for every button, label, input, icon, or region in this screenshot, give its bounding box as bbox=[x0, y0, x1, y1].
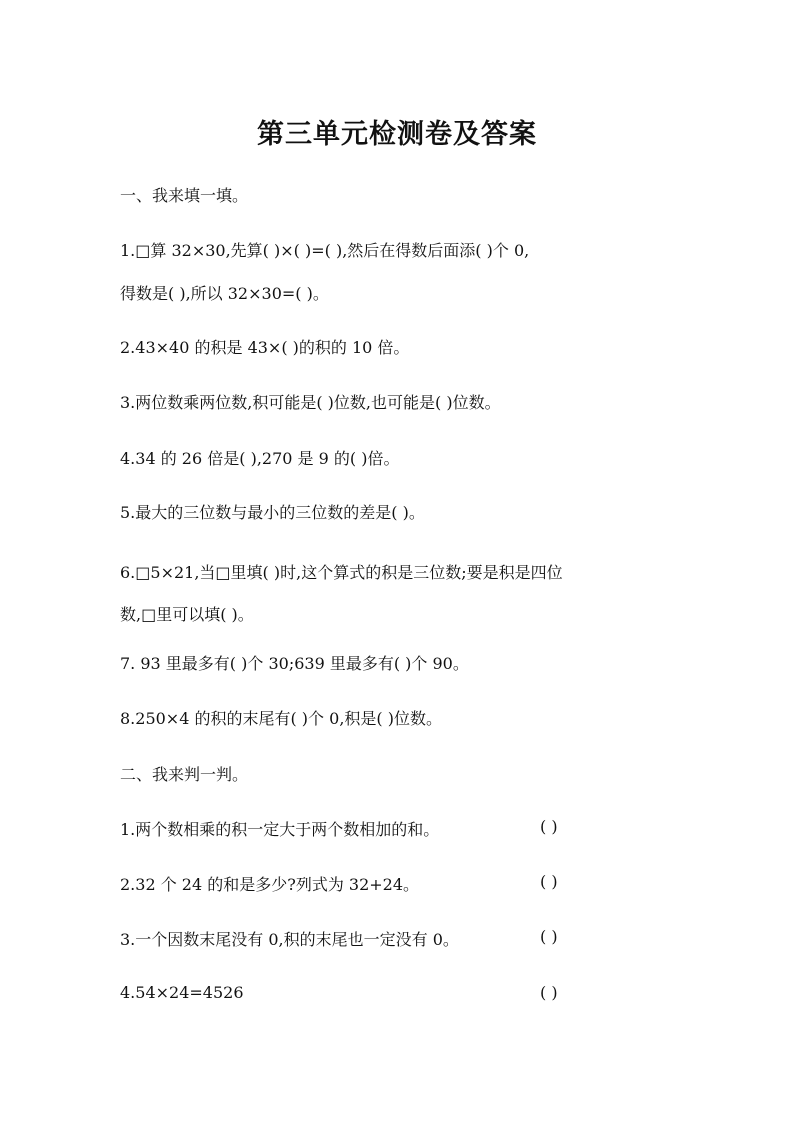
question-line: 4.34 的 26 倍是( ),270 是 9 的( )倍。 bbox=[120, 449, 400, 468]
question-line: 5.最大的三位数与最小的三位数的差是( )。 bbox=[120, 503, 425, 522]
judge-item-text: 3.一个因数末尾没有 0,积的末尾也一定没有 0。 bbox=[120, 930, 459, 949]
judge-answer-blank: ( ) bbox=[540, 927, 558, 946]
question-line: 6.□5×21,当□里填( )时,这个算式的积是三位数;要是积是四位 bbox=[120, 563, 563, 582]
judge-item-text: 1.两个数相乘的积一定大于两个数相加的和。 bbox=[120, 820, 440, 839]
section-heading-judge: 二、我来判一判。 bbox=[120, 765, 249, 784]
judge-answer-blank: ( ) bbox=[540, 983, 558, 1002]
question-line: 7. 93 里最多有( )个 30;639 里最多有( )个 90。 bbox=[120, 654, 469, 673]
question-line: 2.43×40 的积是 43×( )的积的 10 倍。 bbox=[120, 338, 410, 357]
section-heading-fill: 一、我来填一填。 bbox=[120, 186, 249, 205]
question-line: 1.□算 32×30,先算( )×( )=( ),然后在得数后面添( )个 0, bbox=[120, 241, 530, 260]
question-line: 得数是( ),所以 32×30=( )。 bbox=[120, 284, 329, 303]
question-line: 8.250×4 的积的末尾有( )个 0,积是( )位数。 bbox=[120, 709, 442, 728]
judge-answer-blank: ( ) bbox=[540, 817, 558, 836]
judge-answer-blank: ( ) bbox=[540, 872, 558, 891]
page-title: 第三单元检测卷及答案 bbox=[257, 119, 537, 150]
judge-item-text: 4.54×24=4526 bbox=[120, 983, 244, 1002]
judge-item-text: 2.32 个 24 的和是多少?列式为 32+24。 bbox=[120, 875, 420, 894]
question-line: 3.两位数乘两位数,积可能是( )位数,也可能是( )位数。 bbox=[120, 393, 501, 412]
question-line: 数,□里可以填( )。 bbox=[120, 605, 254, 624]
